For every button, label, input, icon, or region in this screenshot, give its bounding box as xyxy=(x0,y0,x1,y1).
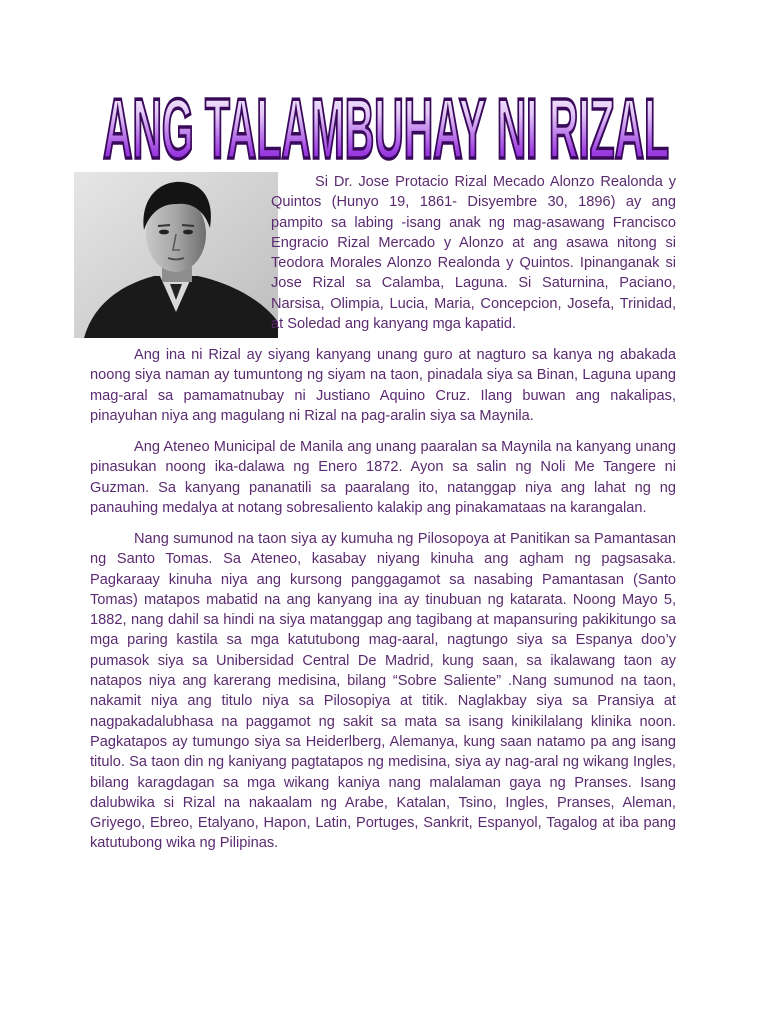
portrait-icon xyxy=(74,172,278,338)
title-graphic xyxy=(96,72,676,168)
paragraph-text: Si Dr. Jose Protacio Rizal Mecado Alonzo Realonda y Quintos (Hunyo 19, 1861- Disyembre 30, 1896) ay ang pampito sa labing -isang anak ng mag-asawang Francisco Engracio Rizal Mercado y Alonzo at ang asawa nitong si Teodora Morales Alonzo Realonda y Quintos. Ipinanganak si Jose Rizal sa Calamba, Laguna. Si Saturnina, Paciano, Narsisa, Olimpia, Lucia, Maria, Concepcion, Josefa, Trinidad, at Soledad ang kanyang mga kapatid. xyxy=(271,174,676,333)
paragraph-ateneo: Ang Ateneo Municipal de Manila ang unang paaralan sa Maynila na kanyang unang pinasukan noong ika-dalawa ng Enero 1872. Ayon sa salin ng Noli Me Tangere ni Guzman. Sa kanyang pananatili sa paaralang ito, natanggap niya ang lahat ng ng panauhing medalya at notang sobresaliento kalakip ang pinakamataas na karangalan. xyxy=(90,439,676,516)
paragraph-childhood: Ang ina ni Rizal ay siyang kanyang unang guro at nagturo sa kanya ng abakada noong siya naman ay tumuntong ng siyam na taon, pinadala siya sa Binan, Laguna upang mag-aral sa pamamatnubay ni Justiano Aquino Cruz. Ilang buwan ang nakalipas, pinayuhan niya ang magulang ni Rizal na pag-aralin siya sa Maynila. xyxy=(90,347,676,424)
portrait-photo xyxy=(74,172,278,338)
page-title: ANG TALAMBUHAY NI RIZAL xyxy=(102,80,669,168)
wordart-title xyxy=(96,72,676,168)
paragraph-education: Nang sumunod na taon siya ay kumuha ng Pilosopoya at Panitikan sa Pamantasan ng Santo Tomas. Sa Ateneo, kasabay niyang kinuha ang agham ng pagsasaka. Pagkaraay kinuha niya ang kursong panggagamot sa nasabing Pamantasan (Santo Tomas) matapos mabatid na ang kanyang ina ay tinubuan ng katarata. Noong Mayo 5, 1882, nang dahil sa hindi na siya matanggap ang tagibang at mapansuring pakikitungo sa mga paring kastila sa mga katutubong mag-aaral, nagtungo siya sa Espanya doo’y pumasok siya sa Unibersidad Central De Madrid, kung saan, sa ikalawang taon ay natapos niya ang karerang medisina, bilang “Sobre Saliente” .Nang sumunod na taon, nakamit niya ang titulo niya sa Pilosopiya at titik. Naglakbay siya sa Pransiya at nagpakadalubhasa na paggamot ng sakit sa mata sa isang kinikilalang klinika noon. Pagkatapos ay tumungo siya sa Heiderlberg, Alemanya, kung saan natamo pa ang isang titulo. Sa taon din ng kaniyang pagtatapos ng medisina, siya ay nag-aral ng wikang Ingles, bilang karagdagan sa mga wikang kaniya nang malalaman gaya ng Pranses. Isang dalubwika si Rizal na nakaalam ng Arabe, Katalan, Tsino, Ingles, Pranses, Aleman, Griyego, Ebreo, Etalyano, Hapon, Latin, Portuges, Sankrit, Espanyol, Tagalog at iba pang katutubong wika ng Pilipinas. xyxy=(90,531,676,852)
intro-paragraph xyxy=(271,172,676,334)
